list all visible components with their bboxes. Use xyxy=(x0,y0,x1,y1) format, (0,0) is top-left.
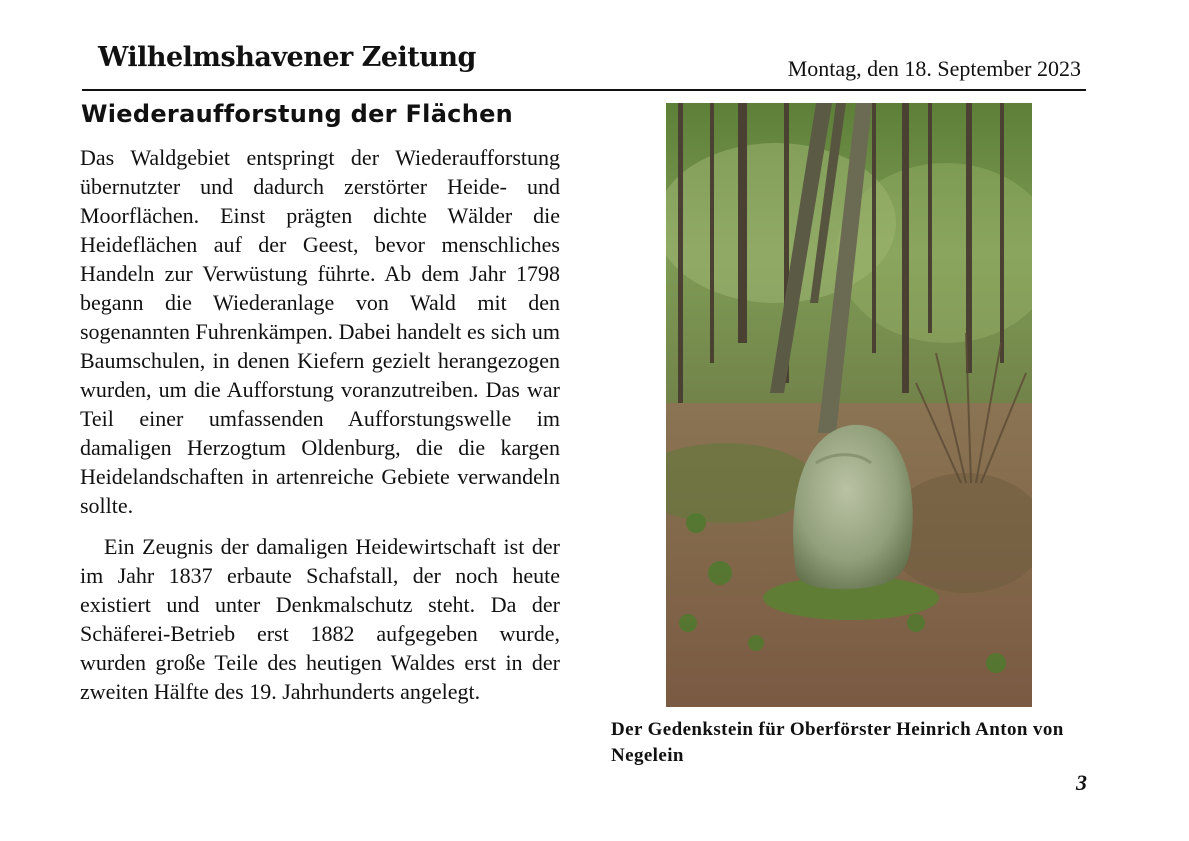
header-rule xyxy=(82,89,1086,91)
memorial-stone-photo xyxy=(666,103,1032,707)
page-number: 3 xyxy=(1076,770,1087,795)
masthead-logo: Wilhelmshavener Zeitung xyxy=(98,42,476,73)
article-body xyxy=(80,143,560,706)
article-heading: Wiederaufforstung der Flächen xyxy=(81,100,514,128)
article-paragraph: Das Waldgebiet entspringt der Wiederaufforstung übernutzter und dadurch zerstörter Heide- und Moorflächen. Einst prägten dichte Wälder die Heideflächen auf der Geest, bevor menschliches Handeln zur Verwüstung führte. Ab dem Jahr 1798 begann die Wiederanlage von Wald mit den sogenannten Fuhrenkämpen. Dabei handelt es sich um Baumschulen, in denen Kiefern gezielt herangezogen wurden, um die Aufforstung voranzutreiben. Das war Teil einer umfassenden Aufforstungswelle im damaligen Herzogtum Oldenburg, die die kargen Heidelandschaften in artenreiche Gebiete verwandeln sollte. xyxy=(80,145,560,518)
issue-date: Montag, den 18. September 2023 xyxy=(787,56,1081,81)
photo-caption: Der Gedenkstein für Oberförster Heinrich Anton von Negelein xyxy=(611,719,1064,766)
article-paragraph: Ein Zeugnis der damaligen Heidewirtschaft ist der im Jahr 1837 erbaute Schafstall, der noch heute existiert und unter Denkmalschutz steht. Da der Schäferei-Betrieb erst 1882 aufgegeben wurde, wurden große Teile des heutigen Waldes erst in der zweiten Hälfte des 19. Jahrhunderts angelegt. xyxy=(80,534,560,704)
